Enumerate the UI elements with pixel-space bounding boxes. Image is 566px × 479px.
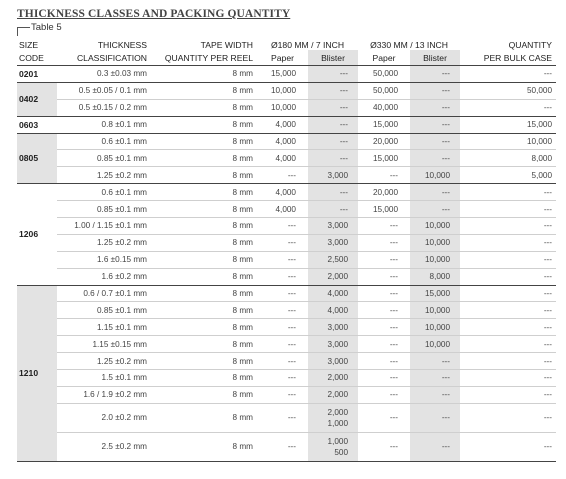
paper-180-cell: --- [257,302,308,319]
blister-180-cell: 4,000 [308,302,358,319]
paper-330-cell: --- [358,251,410,268]
blister-330-cell: --- [410,370,460,387]
paper-330-cell: --- [358,386,410,403]
table-row [17,353,556,370]
blister-180-cell: 3,000 [308,218,358,235]
bulk-quantity-cell: 5,000 [460,167,556,184]
paper-330-cell: 15,000 [358,201,410,218]
bulk-quantity-cell: --- [460,403,556,432]
paper-330-cell: --- [358,319,410,336]
document [17,6,556,462]
tape-width-cell: 8 mm [157,353,257,370]
thickness-cell: 1.6 / 1.9 ±0.2 mm [57,386,157,403]
thickness-cell: 0.85 ±0.1 mm [57,150,157,167]
paper-330-cell: 20,000 [358,133,410,150]
header-paper-330: Paper [358,50,410,66]
thickness-cell: 2.0 ±0.2 mm [57,403,157,432]
blister-180-cell: --- [308,133,358,150]
blister-180-cell: 3,000 [308,353,358,370]
thickness-cell: 1.25 ±0.2 mm [57,167,157,184]
thickness-cell: 1.6 ±0.2 mm [57,268,157,285]
thickness-cell: 0.5 ±0.15 / 0.2 mm [57,99,157,116]
paper-180-cell: --- [257,432,308,461]
paper-180-cell: 15,000 [257,66,308,83]
table-row [17,268,556,285]
thickness-cell: 0.5 ±0.05 / 0.1 mm [57,82,157,99]
table-row [17,201,556,218]
thickness-cell: 1.15 ±0.1 mm [57,319,157,336]
table-row [17,116,556,133]
paper-180-cell: --- [257,319,308,336]
header-paper-180: Paper [257,50,308,66]
header-tape-width: TAPE WIDTH [200,40,253,50]
size-code-cell: 1210 [17,285,57,461]
table-row [17,133,556,150]
thickness-cell: 1.6 ±0.15 mm [57,251,157,268]
blister-330-cell: 8,000 [410,268,460,285]
table-row [17,184,556,201]
bulk-quantity-cell: 50,000 [460,82,556,99]
blister-330-cell: 10,000 [410,319,460,336]
blister-330-cell: 10,000 [410,218,460,235]
table-row [17,218,556,235]
paper-330-cell: --- [358,234,410,251]
document-title: THICKNESS CLASSES AND PACKING QUANTITY [17,8,291,20]
blister-180-cell: --- [308,201,358,218]
paper-330-cell: 15,000 [358,116,410,133]
bulk-quantity-cell: --- [460,336,556,353]
bulk-quantity-cell: --- [460,302,556,319]
caption-text: Table 5 [31,22,62,33]
blister-330-cell: --- [410,116,460,133]
paper-330-cell: --- [358,167,410,184]
table-row [17,319,556,336]
table-row [17,167,556,184]
blister-180-cell: --- [308,82,358,99]
blister-330-cell: 15,000 [410,285,460,302]
blister-330-cell: 10,000 [410,302,460,319]
blister-330-cell: --- [410,82,460,99]
bulk-quantity-cell: --- [460,319,556,336]
tape-width-cell: 8 mm [157,370,257,387]
table-row [17,234,556,251]
blister-180-cell [308,432,358,461]
paper-330-cell: 50,000 [358,66,410,83]
thickness-cell: 0.85 ±0.1 mm [57,201,157,218]
bulk-quantity-cell: --- [460,370,556,387]
thickness-cell: 1.00 / 1.15 ±0.1 mm [57,218,157,235]
tape-width-cell: 8 mm [157,167,257,184]
tape-width-cell: 8 mm [157,184,257,201]
blister-330-cell: --- [410,403,460,432]
paper-180-cell: 10,000 [257,82,308,99]
blister-180-cell: 3,000 [308,234,358,251]
blister-330-cell: --- [410,133,460,150]
paper-330-cell: 20,000 [358,184,410,201]
table-row [17,251,556,268]
paper-180-cell: --- [257,403,308,432]
header-blister-180: Blister [308,50,358,66]
blister-180-cell: 2,000 [308,370,358,387]
paper-330-cell: --- [358,268,410,285]
tape-width-cell: 8 mm [157,66,257,83]
blister-330-cell: 10,000 [410,234,460,251]
bulk-quantity-cell: --- [460,201,556,218]
table-row [17,150,556,167]
thickness-cell: 0.3 ±0.03 mm [57,66,157,83]
blister-330-cell: --- [410,150,460,167]
thickness-cell: 0.6 ±0.1 mm [57,133,157,150]
size-code-cell: 0603 [17,116,57,133]
paper-180-cell: 4,000 [257,150,308,167]
bulk-quantity-cell: --- [460,184,556,201]
blister-330-cell: --- [410,353,460,370]
thickness-cell: 1.5 ±0.1 mm [57,370,157,387]
header-classification: CLASSIFICATION [57,50,157,66]
paper-180-cell: 10,000 [257,99,308,116]
blister-330-cell: --- [410,386,460,403]
tape-width-cell: 8 mm [157,82,257,99]
paper-180-cell: 4,000 [257,116,308,133]
bulk-quantity-cell: --- [460,251,556,268]
bulk-quantity-cell: --- [460,268,556,285]
tape-width-cell: 8 mm [157,336,257,353]
blister-330-cell: --- [410,66,460,83]
paper-180-cell: --- [257,268,308,285]
thickness-cell: 1.25 ±0.2 mm [57,234,157,251]
blister-180-cell: --- [308,116,358,133]
blister-180-cell: 3,000 [308,319,358,336]
paper-330-cell: --- [358,432,410,461]
table-row [17,99,556,116]
blister-330-cell: --- [410,201,460,218]
paper-180-cell: --- [257,218,308,235]
blister-330-cell: --- [410,184,460,201]
header-per-bulk-case: PER BULK CASE [460,50,556,66]
bulk-quantity-cell: 10,000 [460,133,556,150]
tape-width-cell: 8 mm [157,302,257,319]
paper-180-cell: 4,000 [257,133,308,150]
tape-width-cell: 8 mm [157,268,257,285]
tape-width-cell: 8 mm [157,432,257,461]
table-row [17,432,556,461]
header-reel-180: Ø180 MM / 7 INCH [270,40,345,50]
paper-330-cell: --- [358,403,410,432]
table-caption [17,22,556,36]
blister-330-cell: 10,000 [410,336,460,353]
paper-180-cell: --- [257,251,308,268]
thickness-cell: 0.8 ±0.1 mm [57,116,157,133]
blister-180-cell: --- [308,66,358,83]
caption-bracket [17,27,30,36]
header-code: CODE [17,50,57,66]
header-thickness: THICKNESS [97,40,147,50]
thickness-cell: 0.6 ±0.1 mm [57,184,157,201]
blister-180-cell-line: 2,000 [327,407,349,417]
paper-180-cell: --- [257,167,308,184]
blister-330-cell: --- [410,99,460,116]
thickness-cell: 0.85 ±0.1 mm [57,302,157,319]
header-quantity: QUANTITY [508,40,553,50]
paper-180-cell: --- [257,353,308,370]
tape-width-cell: 8 mm [157,150,257,167]
paper-180-cell: --- [257,370,308,387]
paper-330-cell: --- [358,336,410,353]
paper-180-cell: --- [257,285,308,302]
blister-180-cell: --- [308,99,358,116]
tape-width-cell: 8 mm [157,386,257,403]
paper-180-cell: 4,000 [257,201,308,218]
blister-180-cell: 3,000 [308,167,358,184]
paper-330-cell: 50,000 [358,82,410,99]
tape-width-cell: 8 mm [157,234,257,251]
paper-180-cell: --- [257,386,308,403]
blister-180-cell: 2,500 [308,251,358,268]
thickness-cell: 1.15 ±0.15 mm [57,336,157,353]
paper-330-cell: --- [358,353,410,370]
blister-330-cell: 10,000 [410,251,460,268]
table-row [17,82,556,99]
tape-width-cell: 8 mm [157,251,257,268]
size-code-cell: 0805 [17,133,57,184]
tape-width-cell: 8 mm [157,201,257,218]
bulk-quantity-cell: 15,000 [460,116,556,133]
blister-180-cell: --- [308,184,358,201]
paper-330-cell: --- [358,370,410,387]
table-row [17,285,556,302]
header-blister-330: Blister [410,50,460,66]
blister-180-cell: --- [308,150,358,167]
blister-180-cell: 2,000 [308,386,358,403]
tape-width-cell: 8 mm [157,403,257,432]
table-row [17,336,556,353]
bulk-quantity-cell: --- [460,386,556,403]
paper-180-cell: 4,000 [257,184,308,201]
tape-width-cell: 8 mm [157,133,257,150]
bulk-quantity-cell: --- [460,353,556,370]
blister-180-cell-line: 500 [334,447,349,457]
blister-180-cell-line: 1,000 [327,418,349,428]
table-row [17,403,556,432]
blister-180-cell [308,403,358,432]
size-code-cell: 0201 [17,66,57,83]
thickness-cell: 0.6 / 0.7 ±0.1 mm [57,285,157,302]
table-row [17,66,556,83]
paper-330-cell: --- [358,218,410,235]
bulk-quantity-cell: 8,000 [460,150,556,167]
table-body [17,66,556,462]
table-row [17,302,556,319]
thickness-cell: 1.25 ±0.2 mm [57,353,157,370]
header-reel-330: Ø330 MM / 13 INCH [370,40,448,50]
thickness-cell: 2.5 ±0.2 mm [57,432,157,461]
size-code-cell: 1206 [17,184,57,285]
paper-180-cell: --- [257,234,308,251]
paper-180-cell: --- [257,336,308,353]
paper-330-cell: 15,000 [358,150,410,167]
table-row [17,370,556,387]
bulk-quantity-cell: --- [460,66,556,83]
blister-180-cell: 4,000 [308,285,358,302]
bulk-quantity-cell: --- [460,99,556,116]
table-row [17,386,556,403]
tape-width-cell: 8 mm [157,218,257,235]
paper-330-cell: --- [358,302,410,319]
header-size: SIZE [19,40,39,50]
blister-330-cell: 10,000 [410,167,460,184]
header-quantity-per-reel: QUANTITY PER REEL [157,50,257,66]
size-code-cell: 0402 [17,82,57,116]
bulk-quantity-cell: --- [460,285,556,302]
tape-width-cell: 8 mm [157,285,257,302]
tape-width-cell: 8 mm [157,319,257,336]
packing-quantity-table [17,36,556,462]
bulk-quantity-cell: --- [460,432,556,461]
paper-330-cell: 40,000 [358,99,410,116]
blister-180-cell-line: 1,000 [327,436,349,446]
paper-330-cell: --- [358,285,410,302]
tape-width-cell: 8 mm [157,116,257,133]
blister-330-cell: --- [410,432,460,461]
bulk-quantity-cell: --- [460,234,556,251]
blister-180-cell: 2,000 [308,268,358,285]
bulk-quantity-cell: --- [460,218,556,235]
tape-width-cell: 8 mm [157,99,257,116]
blister-180-cell: 3,000 [308,336,358,353]
